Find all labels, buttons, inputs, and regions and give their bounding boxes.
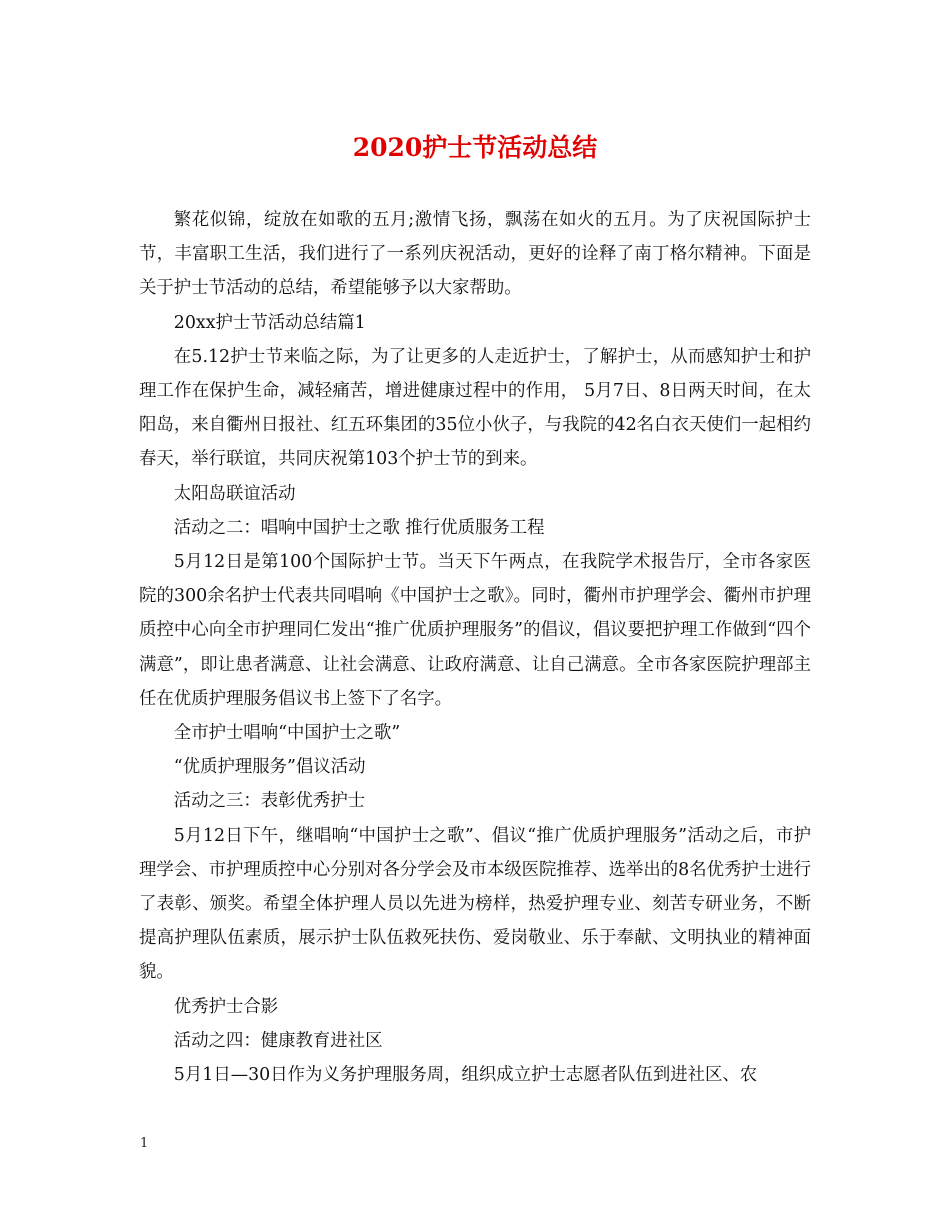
document-body — [139, 203, 811, 1092]
caption-sun-island: 太阳岛联谊活动 — [173, 483, 296, 504]
caption-proposal: “优质护理服务”倡议活动 — [173, 757, 366, 778]
caption-group-photo: 优秀护士合影 — [173, 996, 279, 1017]
page-number: 1 — [140, 1136, 149, 1151]
paragraph-nurse-song: 5月12日是第100个国际护士节。当天下午两点，在我院学术报告厅，全市各家医院的300余名护士代表共同唱响《中国护士之歌》。同时，衢州市护理学会、衢州市护理质控中心向全市护理同仁发出“推广优质护理服务”的倡议，倡议要把护理工作做到“四个满意”，即让患者满意、让社会满意、让政府满意、让自己满意。全市各家医院护理部主任在优质护理服务倡议书上签下了名字。 — [139, 552, 811, 709]
paragraph-community: 5月1日—30日作为义务护理服务周，组织成立护士志愿者队伍到进社区、农 — [173, 1065, 758, 1086]
paragraph-commendation: 5月12日下午，继唱响“中国护士之歌”、倡议“推广优质护理服务”活动之后，市护理学会、市护理质控中心分别对各分学会及市本级医院推荐、选举出的8名优秀护士进行了表彰、颁奖。希望全体护理人员以先进为榜样，热爱护理专业、刻苦专研业务，不断提高护理队伍素质，展示护士队伍救死扶伤、爱岗敬业、乐于奉献、文明执业的精神面貌。 — [139, 825, 811, 983]
activity-heading-2: 活动之二：唱响中国护士之歌 推行优质服务工程 — [173, 517, 545, 538]
paragraph-sun-island: 在5.12护士节来临之际，为了让更多的人走近护士，了解护士，从而感知护士和护理工作在保护生命，减轻痛苦，增进健康过程中的作用， 5月7日、8日两天时间，在太阳岛，来自衢州日报社、红五环集团的35位小伙子，与我院的42名白衣天使们一起相约春天，举行联谊，共同庆祝第103个护士节的到来。 — [139, 346, 811, 470]
section-heading-part1: 20xx护士节活动总结篇1 — [173, 312, 366, 333]
paragraph-intro: 繁花似锦，绽放在如歌的五月;激情飞扬，飘荡在如火的五月。为了庆祝国际护士节，丰富职工生活，我们进行了一系列庆祝活动，更好的诠释了南丁格尔精神。下面是关于护士节活动的总结，希望能够予以大家帮助。 — [139, 210, 811, 299]
caption-nurse-song: 全市护士唱响“中国护士之歌” — [173, 723, 401, 744]
document-title: 2020护士节活动总结 — [352, 133, 598, 162]
activity-heading-3: 活动之三：表彰优秀护士 — [173, 791, 366, 812]
activity-heading-4: 活动之四：健康教育进社区 — [173, 1030, 383, 1051]
